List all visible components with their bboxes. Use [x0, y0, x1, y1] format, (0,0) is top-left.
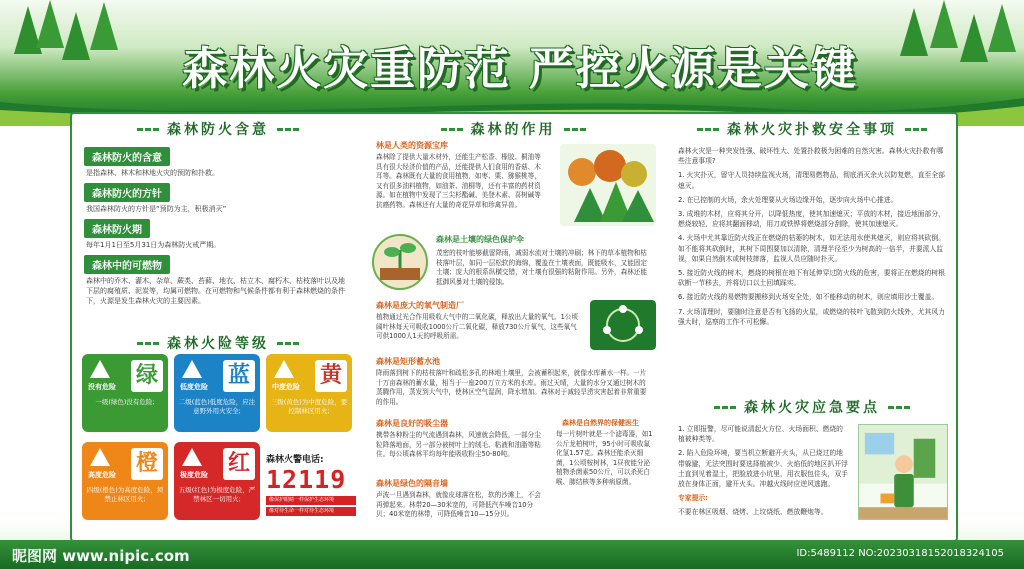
risk-level-orange	[82, 442, 168, 520]
policy-block	[78, 182, 358, 216]
risk-section-title	[78, 332, 358, 354]
section-text: 声波一旦遇到森林，就像皮球落在松，软的沙滩上，不会再弹起来。林带20—30米宽的，可降低汽车噪音10分贝；40米宽的林带，可降低噪音10—15分贝。	[376, 491, 541, 519]
risk-level-yellow	[266, 354, 352, 432]
safety-item: 2. 在已控制的火场，余火处理要从火场边缘开始，逐步向火场中心推进。	[678, 195, 898, 204]
section-title-text: 森林的作用	[470, 122, 556, 138]
section-text: 携带各种粉尘的气流遇到森林，风速就会降低，一部分尘粒降落地面，另一部分被树叶上的绒毛、粘液和油脂等粘住。每公顷森林平均每年能吸收粉尘50-80吨。	[376, 431, 541, 459]
forest-role-column	[368, 114, 658, 540]
risk-level-char: 红	[223, 448, 255, 480]
emergency-item: 2. 陷入危险环境，要当机立断避开火头，从已烧过的地带躲避，无法突围时要选择植被少、火焰低的地区扒开浮土直到见着湿土，把脸放进小坑里，用衣服包住头，双手放在身体正面，避开火头。冲越火线时应逆风逃跑。	[678, 449, 848, 489]
section-title	[368, 118, 658, 140]
dust-section	[368, 416, 554, 462]
emergency-list	[670, 422, 856, 520]
section-heading: 森林是绿色的隔音墙	[376, 479, 448, 488]
risk-level-name: 低度危险	[180, 383, 208, 391]
emergency-call-illustration	[858, 424, 948, 520]
item-text: 每年1月1日至5月31日为森林防火戒严期。	[86, 241, 221, 249]
hotline-label: 森林火警电话:	[266, 455, 324, 465]
emergency-section-title	[670, 396, 954, 418]
section-heading: 森林是良好的吸尘器	[376, 419, 448, 428]
item-text: 是指森林、林木和林地火灾的预防和扑救。	[86, 169, 219, 177]
section-text: 森林除了提供大量木材外，还能生产松香、橡胶、桐油等具有很大经济价值的产品，还能提供人们食用的香菇、木耳等。森林既有大量的食用植物，如枣、栗、猕猴桃等，又有很多油料植物，如油茶、油桐等，还有丰富的药材资源。如在植物中发现了三尖杉酯碱、美登木素、喜树碱等抗癌药物。森林还有大量的奇花异草和珍禽异兽。	[376, 153, 541, 209]
safety-item: 6. 接近防火线的易燃物要搬移到火场安全处，如不能移动的树木，则应填用沙土覆盖。	[678, 293, 939, 302]
firefighting-column	[670, 114, 954, 540]
hotline-number: 12119	[266, 465, 347, 494]
header-banner	[0, 0, 1024, 118]
warning-icon	[90, 448, 110, 466]
tree-icon	[36, 0, 64, 48]
safety-item: 5. 接近防火线的树木，燃烧的树根在地下有延伸穿过防火线的危害，要将正在燃烧的树根砍断一节移去，并将切口以土回填踩实。	[678, 269, 945, 288]
item-text: 森林中的乔木、灌木、杂草、蕨类、苔藓、地衣、枯立木、腐朽木、枯枝落叶以及地下层的腐殖质、泥炭等，均属可燃物。在可燃物和气候条件都有利于森林燃烧的条件下，火源是发生森林火灾的主要因素。	[86, 277, 345, 305]
item-tag: 森林防火的含意	[84, 147, 170, 166]
sound-section	[368, 476, 554, 522]
risk-level-green	[82, 354, 168, 432]
section-text: 植物通过光合作用吸收大气中的二氧化碳，释放出大量的氧气。1公顷阔叶林每天可吸收1000公斤二氧化碳，释放730公斤氧气，这些氧气可供1000人1天的呼吸所需。	[376, 313, 579, 341]
hotline-note: 像保护眼睛一样保护生态环境	[266, 496, 356, 505]
fire-prevention-column	[78, 114, 358, 540]
risk-level-char: 蓝	[223, 360, 255, 392]
resource-section	[368, 138, 554, 213]
health-section	[554, 416, 658, 490]
section-heading: 森林是矩形蓄水池	[376, 357, 440, 366]
hotline-note: 像对待生命一样对待生态环境	[266, 507, 356, 516]
safety-item: 3. 成堆的木材，应将其分开，以降低热度，使其加速熄灭；平放的木材，接近地面部分，燃烧较轻，应将其翻面移动，用刀或铁铧将燃烧部分刮除，使其加速熄灭。	[678, 210, 945, 229]
section-title-text: 森林火灾扑救安全事项	[727, 122, 897, 138]
expert-label: 专家提示:	[678, 494, 708, 503]
section-title-text: 森林火灾应急要点	[744, 400, 880, 416]
warning-icon	[90, 360, 110, 378]
section-text: 每一片树叶就是一个滤毒器，如1公斤龙柏树叶，95小时可吸收氟化氢1.57克。森林还能杀灭细菌，1公顷桉树林，1昼夜能分泌植物杀菌素50公斤，可以杀死白喉、肺结核等多种病原菌。	[556, 430, 653, 486]
warning-icon	[182, 360, 202, 378]
item-text: 我国森林防火的方针是“预防为主，积极消灭”	[86, 205, 227, 213]
page-title: 森林火灾重防范 严控火源是关键	[182, 42, 858, 95]
risk-level-char: 黄	[315, 360, 347, 392]
risk-level-red	[174, 442, 260, 520]
emergency-item: 1. 立即报警，尽可能说清起火方位、火场面积、燃烧的植被种类等。	[678, 425, 843, 444]
risk-level-desc: 四级(橙色)为高度危险，须禁止林区用火;	[86, 486, 164, 503]
risk-level-char: 橙	[131, 448, 163, 480]
water-section	[368, 354, 658, 409]
section-title-text: 森林火险等级	[167, 336, 269, 352]
tree-icon	[930, 0, 958, 48]
item-tag: 森林中的可燃物	[84, 255, 170, 274]
risk-level-name: 中度危险	[272, 383, 300, 391]
section-title-text: 森林防火含意	[167, 122, 269, 138]
forest-animals-illustration	[560, 144, 656, 226]
section-heading: 林是人类的资源宝库	[376, 141, 448, 150]
definition-block	[78, 146, 358, 180]
expert-text: 不要在林区吸烟、烧烤、上坟烧纸、燃放鞭炮等。	[678, 508, 828, 517]
section-title	[670, 118, 954, 140]
tree-icon	[62, 12, 90, 60]
risk-level-desc: 一级(绿色)没有危险;	[95, 398, 155, 406]
soil-section	[368, 232, 658, 289]
section-text: 茂密的枝叶能够截留降雨，减弱水流对土壤的冲刷；林下的草本植物和枯枝落叶层，如同一层松软的海绵，覆盖在土壤表面，既能吸水，又能固定土壤；庞大的根系纵横交错，对土壤有很强的粘附作用。另外，森林还能抵御风暴对土壤的侵蚀。	[436, 249, 647, 286]
section-heading: 森林是自然界的保健医生	[562, 419, 639, 427]
watermark-id: ID:5489112 NO:20230318152018324105	[796, 548, 1004, 559]
item-tag: 森林防火期	[84, 219, 150, 238]
watermark-site: 昵图网 www.nipic.com	[12, 547, 190, 565]
intro-text: 森林火灾是一种突发性强、破坏性大、处置扑救极为困难的自然灾害。森林火灾扑救有哪些注意事项?	[678, 147, 944, 166]
warning-icon	[182, 448, 202, 466]
safety-item: 1. 火灾扑灭，留守人员持续监视火场，清理易燃物品，彻底消灭余火以防复燃，直至全部熄灭。	[678, 171, 945, 190]
section-title	[78, 118, 358, 140]
risk-level-desc: 五级(红色)为极度危险，严禁林区一切用火;	[178, 486, 256, 503]
content-panel	[70, 112, 958, 542]
risk-level-desc: 三级(黄色)为中度危险，要控制林区用火;	[270, 398, 348, 415]
risk-level-name: 高度危险	[88, 471, 116, 479]
section-heading: 森林是土壤的绿色保护伞	[436, 235, 524, 244]
safety-item: 7. 火场清理时，要随时注意是否有飞扬的火星，或燃烧的枝叶飞散到防火线外，尤其风力强大时，巡察的工作不可松懈。	[678, 307, 945, 326]
risk-level-grid	[82, 354, 354, 534]
oxygen-section	[368, 298, 586, 344]
tree-icon	[988, 4, 1016, 52]
section-heading: 森林是庞大的氧气制造厂	[376, 301, 464, 310]
plant-soil-icon	[372, 234, 428, 290]
risk-level-desc: 二级(蓝色)低度危险，应注意野外用火安全;	[178, 398, 256, 415]
risk-level-blue	[174, 354, 260, 432]
fuel-block	[78, 254, 358, 308]
item-tag: 森林防火的方针	[84, 183, 170, 202]
warning-icon	[274, 360, 294, 378]
oxygen-cycle-icon	[590, 300, 656, 350]
risk-level-name: 极度危险	[180, 471, 208, 479]
risk-level-name: 没有危险	[88, 383, 116, 391]
period-block	[78, 218, 358, 252]
safety-item: 4. 火场中尤其靠近防火线正在燃烧的枯萎的树木，如无法用水使其熄灭，则应将其砍倒。如不能将其砍倒时，其树下周围要加以清除，清理半径至少为树高的一倍半，并要派人监视，如果自然倒木或树枝摔落，监视人员应随时扑灭。	[678, 234, 945, 263]
tree-icon	[960, 14, 988, 62]
risk-level-char: 绿	[131, 360, 163, 392]
section-text: 降雨落到树下的枯枝落叶和疏松多孔的林地土壤里，会被蓄积起来，就像水库蓄水一样。一片十万亩森林的蓄水量，相当于一座200万立方米的水库。雨过天晴，大量的水分又通过树木的蒸腾作用，蒸发到大气中，使林区空气湿润，降水增加。森林对于减轻旱涝灾害起着非常重要的作用。	[376, 369, 647, 406]
fire-hotline	[266, 452, 356, 532]
